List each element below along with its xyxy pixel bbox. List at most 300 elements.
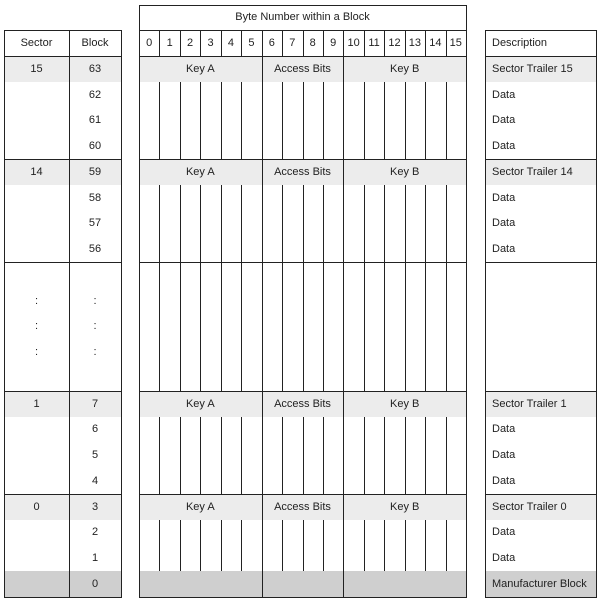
sector-number: : bbox=[34, 294, 39, 307]
sector-separator bbox=[485, 159, 596, 160]
byte-number-4: 4 bbox=[227, 37, 235, 49]
byte-column-line bbox=[364, 185, 365, 211]
byte-number-1: 1 bbox=[166, 37, 173, 49]
byte-column-line bbox=[221, 365, 222, 391]
segment-divider bbox=[343, 185, 344, 211]
segment-divider bbox=[262, 82, 263, 108]
byte-column-line bbox=[384, 365, 385, 391]
sector-separator bbox=[4, 159, 121, 160]
byte-column-line bbox=[384, 185, 385, 211]
byte-column-line bbox=[282, 108, 283, 134]
row-description: Data bbox=[492, 474, 516, 487]
block-number: 59 bbox=[88, 165, 102, 178]
byte-column-line bbox=[405, 365, 406, 391]
byte-column-line bbox=[200, 108, 201, 134]
byte-column-line bbox=[180, 82, 181, 108]
byte-column-line bbox=[303, 468, 304, 494]
byte-column-line bbox=[425, 185, 426, 211]
byte-column-line bbox=[303, 262, 304, 288]
byte-column-line bbox=[200, 545, 201, 571]
byte-column-line bbox=[405, 185, 406, 211]
byte-column-line bbox=[200, 520, 201, 546]
byte-column-line bbox=[221, 442, 222, 468]
byte-column-line bbox=[343, 30, 344, 56]
segment-divider bbox=[343, 236, 344, 262]
byte-number-13: 13 bbox=[408, 37, 422, 49]
byte-column-line bbox=[159, 211, 160, 237]
byte-column-line bbox=[405, 288, 406, 314]
byte-column-line bbox=[446, 211, 447, 237]
sector-separator bbox=[485, 494, 596, 495]
byte-column-line bbox=[384, 339, 385, 365]
sector-separator bbox=[139, 494, 466, 495]
byte-column-line bbox=[303, 211, 304, 237]
byte-column-line bbox=[425, 417, 426, 443]
key-a-label: Key A bbox=[185, 62, 215, 75]
byte-column-line bbox=[303, 545, 304, 571]
byte-number-8: 8 bbox=[309, 37, 316, 49]
row-description: Sector Trailer 0 bbox=[492, 500, 567, 513]
byte-column-line bbox=[323, 185, 324, 211]
header-description: Description bbox=[492, 37, 548, 49]
byte-column-line bbox=[425, 30, 426, 56]
header-underline bbox=[4, 56, 121, 57]
access-bits-label: Access Bits bbox=[274, 165, 331, 178]
sector-number: 0 bbox=[33, 500, 40, 513]
row-description: Sector Trailer 15 bbox=[492, 62, 573, 75]
byte-column-line bbox=[180, 468, 181, 494]
byte-column-line bbox=[303, 314, 304, 340]
byte-column-line bbox=[303, 288, 304, 314]
byte-column-line bbox=[364, 211, 365, 237]
key-b-label: Key B bbox=[390, 165, 420, 178]
segment-divider bbox=[262, 391, 263, 417]
segment-divider bbox=[343, 545, 344, 571]
byte-column-line bbox=[323, 133, 324, 159]
row-description: Data bbox=[492, 449, 516, 462]
byte-column-line bbox=[180, 262, 181, 288]
header-block: Block bbox=[81, 37, 109, 49]
byte-column-line bbox=[425, 520, 426, 546]
byte-number-2: 2 bbox=[187, 37, 194, 49]
byte-column-line bbox=[323, 339, 324, 365]
byte-column-line bbox=[425, 133, 426, 159]
sector-number: 15 bbox=[30, 62, 43, 75]
byte-column-line bbox=[446, 133, 447, 159]
byte-column-line bbox=[425, 545, 426, 571]
byte-column-line bbox=[323, 211, 324, 237]
sector-number: : bbox=[34, 320, 39, 333]
byte-column-line bbox=[405, 520, 406, 546]
byte-column-line bbox=[159, 468, 160, 494]
byte-column-line bbox=[200, 82, 201, 108]
byte-column-line bbox=[323, 442, 324, 468]
block-number: 6 bbox=[91, 423, 99, 436]
byte-column-line bbox=[364, 30, 365, 56]
byte-column-line bbox=[241, 468, 242, 494]
byte-column-line bbox=[200, 236, 201, 262]
byte-column-line bbox=[364, 417, 365, 443]
byte-column-line bbox=[200, 314, 201, 340]
byte-column-line bbox=[303, 82, 304, 108]
block-number: 2 bbox=[91, 526, 99, 539]
byte-column-line bbox=[200, 288, 201, 314]
byte-column-line bbox=[159, 314, 160, 340]
byte-column-line bbox=[180, 314, 181, 340]
byte-column-line bbox=[282, 185, 283, 211]
block-number: 56 bbox=[88, 243, 102, 256]
byte-column-line bbox=[221, 468, 222, 494]
byte-column-line bbox=[405, 211, 406, 237]
byte-column-line bbox=[200, 262, 201, 288]
sector-separator bbox=[4, 391, 121, 392]
byte-number-15: 15 bbox=[449, 37, 462, 49]
byte-column-line bbox=[241, 108, 242, 134]
sector-separator bbox=[4, 262, 121, 263]
byte-column-line bbox=[405, 442, 406, 468]
byte-column-line bbox=[405, 30, 406, 56]
segment-divider bbox=[262, 211, 263, 237]
segment-divider bbox=[343, 262, 344, 288]
byte-column-line bbox=[200, 30, 201, 56]
byte-column-line bbox=[446, 108, 447, 134]
byte-column-line bbox=[364, 468, 365, 494]
byte-column-line bbox=[200, 442, 201, 468]
byte-column-line bbox=[364, 82, 365, 108]
byte-column-line bbox=[200, 468, 201, 494]
byte-column-line bbox=[364, 236, 365, 262]
key-a-label: Key A bbox=[185, 165, 215, 178]
byte-column-line bbox=[446, 545, 447, 571]
byte-column-line bbox=[282, 468, 283, 494]
sector-separator bbox=[485, 262, 596, 263]
byte-column-line bbox=[405, 236, 406, 262]
byte-column-line bbox=[405, 314, 406, 340]
byte-column-line bbox=[425, 262, 426, 288]
block-number: 62 bbox=[88, 88, 102, 101]
byte-column-line bbox=[446, 30, 447, 56]
byte-column-line bbox=[159, 30, 160, 56]
segment-divider bbox=[343, 365, 344, 391]
byte-column-line bbox=[159, 236, 160, 262]
byte-column-line bbox=[425, 339, 426, 365]
segment-divider bbox=[262, 56, 263, 82]
byte-column-line bbox=[180, 211, 181, 237]
segment-divider bbox=[262, 159, 263, 185]
byte-column-line bbox=[221, 262, 222, 288]
byte-column-line bbox=[159, 288, 160, 314]
byte-column-line bbox=[241, 339, 242, 365]
segment-divider bbox=[262, 288, 263, 314]
byte-column-line bbox=[221, 520, 222, 546]
byte-column-line bbox=[241, 133, 242, 159]
byte-column-line bbox=[425, 468, 426, 494]
byte-column-line bbox=[323, 108, 324, 134]
byte-column-line bbox=[241, 417, 242, 443]
byte-column-line bbox=[384, 82, 385, 108]
byte-column-line bbox=[180, 133, 181, 159]
byte-column-line bbox=[303, 520, 304, 546]
byte-column-line bbox=[425, 314, 426, 340]
right-frame bbox=[485, 30, 597, 598]
segment-divider bbox=[343, 391, 344, 417]
sector-separator bbox=[139, 159, 466, 160]
byte-column-line bbox=[159, 82, 160, 108]
byte-column-line bbox=[364, 545, 365, 571]
byte-column-line bbox=[323, 314, 324, 340]
segment-divider bbox=[262, 185, 263, 211]
byte-column-line bbox=[405, 108, 406, 134]
byte-column-line bbox=[241, 288, 242, 314]
byte-column-line bbox=[384, 30, 385, 56]
byte-column-line bbox=[323, 365, 324, 391]
byte-column-line bbox=[384, 442, 385, 468]
byte-column-line bbox=[180, 365, 181, 391]
byte-column-line bbox=[364, 262, 365, 288]
byte-column-line bbox=[446, 236, 447, 262]
row-description: Data bbox=[492, 140, 516, 153]
byte-column-line bbox=[446, 262, 447, 288]
byte-number-9: 9 bbox=[330, 37, 337, 49]
byte-column-line bbox=[221, 545, 222, 571]
byte-column-line bbox=[364, 339, 365, 365]
row-description: Data bbox=[492, 88, 516, 101]
byte-column-line bbox=[384, 236, 385, 262]
block-number: 63 bbox=[88, 62, 102, 75]
row-description: Data bbox=[492, 217, 516, 230]
byte-column-line bbox=[200, 365, 201, 391]
block-number: 58 bbox=[88, 191, 102, 204]
byte-column-line bbox=[282, 82, 283, 108]
byte-column-line bbox=[323, 288, 324, 314]
byte-column-line bbox=[425, 365, 426, 391]
byte-column-line bbox=[200, 211, 201, 237]
byte-number-5: 5 bbox=[248, 37, 255, 49]
row-description: Data bbox=[492, 423, 516, 436]
byte-column-line bbox=[159, 339, 160, 365]
byte-column-line bbox=[384, 520, 385, 546]
byte-column-line bbox=[262, 30, 263, 56]
byte-column-line bbox=[180, 288, 181, 314]
block-number: 60 bbox=[88, 140, 102, 153]
byte-column-line bbox=[221, 288, 222, 314]
byte-column-line bbox=[405, 468, 406, 494]
byte-number-10: 10 bbox=[347, 37, 360, 49]
access-bits-label: Access Bits bbox=[274, 500, 331, 513]
key-b-label: Key B bbox=[390, 397, 420, 410]
byte-column-line bbox=[241, 82, 242, 108]
segment-divider bbox=[262, 417, 263, 443]
byte-column-line bbox=[180, 108, 181, 134]
byte-number-0: 0 bbox=[146, 37, 153, 49]
block-number: : bbox=[93, 346, 97, 359]
segment-divider bbox=[262, 468, 263, 494]
byte-column-line bbox=[446, 288, 447, 314]
byte-column-line bbox=[425, 211, 426, 237]
byte-column-line bbox=[221, 185, 222, 211]
block-number: : bbox=[93, 320, 97, 333]
byte-column-line bbox=[282, 339, 283, 365]
byte-column-line bbox=[405, 262, 406, 288]
byte-column-line bbox=[425, 442, 426, 468]
byte-column-line bbox=[241, 442, 242, 468]
byte-column-line bbox=[364, 288, 365, 314]
byte-column-line bbox=[221, 417, 222, 443]
byte-number-14: 14 bbox=[429, 37, 442, 49]
byte-column-line bbox=[384, 288, 385, 314]
byte-column-line bbox=[446, 314, 447, 340]
byte-column-line bbox=[446, 365, 447, 391]
segment-divider bbox=[343, 442, 344, 468]
key-a-label: Key A bbox=[185, 500, 215, 513]
byte-column-line bbox=[384, 108, 385, 134]
byte-column-line bbox=[323, 236, 324, 262]
row-description: Sector Trailer 1 bbox=[492, 397, 567, 410]
byte-column-line bbox=[221, 211, 222, 237]
byte-column-line bbox=[200, 185, 201, 211]
byte-column-line bbox=[405, 417, 406, 443]
byte-column-line bbox=[384, 545, 385, 571]
byte-column-line bbox=[405, 545, 406, 571]
byte-column-line bbox=[405, 339, 406, 365]
segment-divider bbox=[262, 108, 263, 134]
byte-column-line bbox=[425, 236, 426, 262]
sector-separator bbox=[139, 391, 466, 392]
byte-column-line bbox=[221, 82, 222, 108]
sector-separator bbox=[485, 391, 596, 392]
byte-column-line bbox=[221, 314, 222, 340]
sector-number: 14 bbox=[30, 165, 43, 178]
byte-column-line bbox=[323, 520, 324, 546]
byte-column-line bbox=[364, 442, 365, 468]
byte-column-line bbox=[384, 468, 385, 494]
byte-column-line bbox=[282, 288, 283, 314]
byte-column-line bbox=[180, 520, 181, 546]
byte-column-line bbox=[364, 133, 365, 159]
byte-column-line bbox=[282, 236, 283, 262]
byte-column-line bbox=[425, 82, 426, 108]
byte-column-line bbox=[282, 417, 283, 443]
byte-column-line bbox=[303, 30, 304, 56]
byte-column-line bbox=[323, 468, 324, 494]
segment-divider bbox=[262, 365, 263, 391]
segment-divider bbox=[343, 133, 344, 159]
byte-column-line bbox=[241, 30, 242, 56]
byte-number-6: 6 bbox=[268, 37, 275, 49]
segment-divider bbox=[343, 468, 344, 494]
byte-column-line bbox=[180, 185, 181, 211]
byte-column-line bbox=[241, 314, 242, 340]
row-description: Data bbox=[492, 243, 516, 256]
segment-divider bbox=[262, 339, 263, 365]
byte-column-line bbox=[384, 314, 385, 340]
byte-column-line bbox=[303, 442, 304, 468]
segment-divider bbox=[343, 211, 344, 237]
byte-column-line bbox=[446, 82, 447, 108]
segment-divider bbox=[262, 494, 263, 520]
byte-column-line bbox=[384, 262, 385, 288]
sector-number: : bbox=[34, 346, 39, 359]
byte-column-line bbox=[303, 236, 304, 262]
block-number: : bbox=[93, 294, 97, 307]
byte-column-line bbox=[303, 185, 304, 211]
byte-column-line bbox=[180, 339, 181, 365]
byte-column-line bbox=[323, 545, 324, 571]
row-description: Data bbox=[492, 114, 516, 127]
byte-column-line bbox=[159, 545, 160, 571]
byte-column-line bbox=[159, 365, 160, 391]
sector-block-divider bbox=[69, 30, 70, 597]
byte-column-line bbox=[200, 417, 201, 443]
block-number: 7 bbox=[91, 397, 99, 410]
byte-column-line bbox=[282, 365, 283, 391]
segment-divider bbox=[343, 417, 344, 443]
byte-column-line bbox=[241, 211, 242, 237]
byte-column-line bbox=[241, 236, 242, 262]
byte-column-line bbox=[425, 108, 426, 134]
byte-column-line bbox=[425, 288, 426, 314]
block-number: 0 bbox=[91, 577, 99, 590]
byte-column-line bbox=[446, 339, 447, 365]
byte-column-line bbox=[384, 211, 385, 237]
header-underline bbox=[485, 56, 596, 57]
segment-divider bbox=[343, 108, 344, 134]
byte-column-line bbox=[282, 30, 283, 56]
byte-column-line bbox=[200, 133, 201, 159]
byte-column-line bbox=[303, 365, 304, 391]
byte-column-line bbox=[282, 442, 283, 468]
segment-divider bbox=[343, 314, 344, 340]
byte-column-line bbox=[364, 520, 365, 546]
byte-column-line bbox=[159, 133, 160, 159]
byte-column-line bbox=[159, 262, 160, 288]
byte-column-line bbox=[303, 339, 304, 365]
segment-divider bbox=[343, 520, 344, 546]
segment-divider bbox=[262, 236, 263, 262]
block-number: 61 bbox=[88, 114, 102, 127]
byte-column-line bbox=[180, 442, 181, 468]
byte-column-line bbox=[159, 417, 160, 443]
byte-column-line bbox=[159, 185, 160, 211]
segment-divider bbox=[343, 288, 344, 314]
byte-column-line bbox=[241, 262, 242, 288]
left-frame bbox=[4, 30, 122, 598]
byte-column-line bbox=[364, 314, 365, 340]
byte-column-line bbox=[221, 133, 222, 159]
block-number: 4 bbox=[91, 474, 99, 487]
byte-column-line bbox=[241, 520, 242, 546]
byte-column-line bbox=[241, 365, 242, 391]
sector-separator bbox=[4, 494, 121, 495]
byte-number-11: 11 bbox=[368, 37, 380, 49]
byte-column-line bbox=[405, 82, 406, 108]
byte-column-line bbox=[180, 545, 181, 571]
segment-divider bbox=[343, 82, 344, 108]
segment-divider bbox=[262, 520, 263, 546]
access-bits-label: Access Bits bbox=[274, 62, 331, 75]
byte-number-3: 3 bbox=[207, 37, 214, 49]
byte-column-line bbox=[323, 82, 324, 108]
byte-column-line bbox=[221, 339, 222, 365]
byte-column-line bbox=[159, 442, 160, 468]
byte-column-line bbox=[159, 520, 160, 546]
byte-column-line bbox=[221, 236, 222, 262]
byte-column-line bbox=[180, 417, 181, 443]
byte-column-line bbox=[180, 30, 181, 56]
segment-divider bbox=[262, 545, 263, 571]
byte-column-line bbox=[303, 108, 304, 134]
byte-column-line bbox=[241, 185, 242, 211]
